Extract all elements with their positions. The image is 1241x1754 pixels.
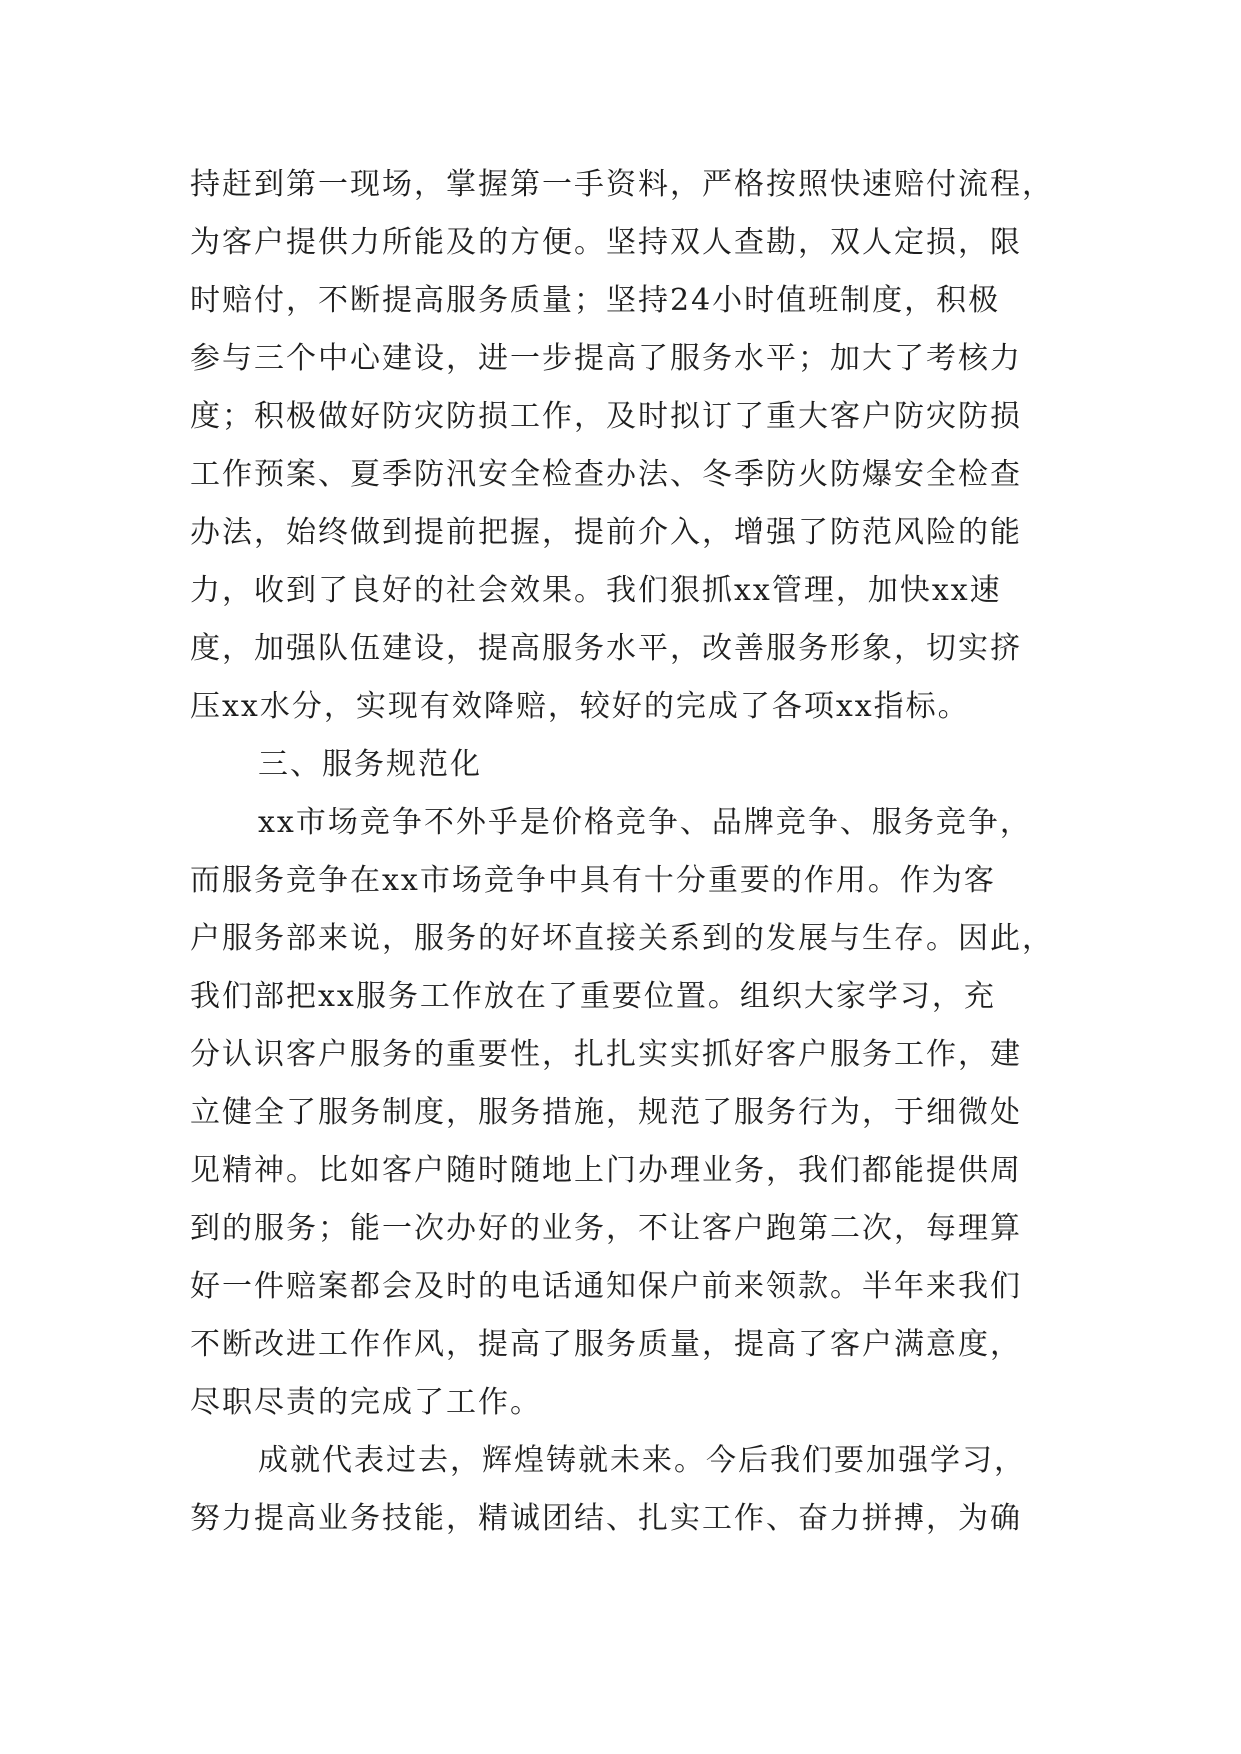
body-line: 好一件赔案都会及时的电话通知保户前来领款。半年来我们 xyxy=(190,1269,1022,1304)
document-body xyxy=(190,156,1052,1548)
body-line: 到的服务；能一次办好的业务，不让客户跑第二次，每理算 xyxy=(190,1211,1022,1246)
body-line: 努力提高业务技能，精诚团结、扎实工作、奋力拼搏，为确 xyxy=(190,1501,1022,1536)
paragraph-first-line: 成就代表过去，辉煌铸就未来。今后我们要加强学习， xyxy=(258,1443,1026,1478)
body-line: 不断改进工作作风，提高了服务质量，提高了客户满意度， xyxy=(190,1327,1022,1362)
body-line: 而服务竞争在xx市场竞争中具有十分重要的作用。作为客 xyxy=(190,863,996,898)
body-line: 办法，始终做到提前把握，提前介入，增强了防范风险的能 xyxy=(190,515,1022,550)
body-line: 尽职尽责的完成了工作。 xyxy=(190,1385,542,1420)
body-line: 工作预案、夏季防汛安全检查办法、冬季防火防爆安全检查 xyxy=(190,457,1022,492)
body-line: 户服务部来说，服务的好坏直接关系到的发展与生存。因此， xyxy=(190,921,1054,956)
body-line: 我们部把xx服务工作放在了重要位置。组织大家学习，充 xyxy=(190,979,996,1014)
body-line: 为客户提供力所能及的方便。坚持双人查勘，双人定损，限 xyxy=(190,225,1022,260)
body-line: 时赔付，不断提高服务质量；坚持24小时值班制度，积极 xyxy=(190,283,1001,318)
body-line: 立健全了服务制度，服务措施，规范了服务行为，于细微处 xyxy=(190,1095,1022,1130)
body-line: 见精神。比如客户随时随地上门办理业务，我们都能提供周 xyxy=(190,1153,1022,1188)
body-line: 力，收到了良好的社会效果。我们狠抓xx管理，加快xx速 xyxy=(190,573,1002,608)
body-line: 压xx水分，实现有效降赔，较好的完成了各项xx指标。 xyxy=(190,689,970,724)
section-heading: 三、服务规范化 xyxy=(258,747,482,782)
paragraph-first-line: xx市场竞争不外乎是价格竞争、品牌竞争、服务竞争， xyxy=(258,805,1032,840)
body-line: 分认识客户服务的重要性，扎扎实实抓好客户服务工作，建 xyxy=(190,1037,1022,1072)
body-line: 度，加强队伍建设，提高服务水平，改善服务形象，切实挤 xyxy=(190,631,1022,666)
body-line: 参与三个中心建设，进一步提高了服务水平；加大了考核力 xyxy=(190,341,1022,376)
body-line: 持赶到第一现场，掌握第一手资料，严格按照快速赔付流程， xyxy=(190,167,1054,202)
body-line: 度；积极做好防灾防损工作，及时拟订了重大客户防灾防损 xyxy=(190,399,1022,434)
